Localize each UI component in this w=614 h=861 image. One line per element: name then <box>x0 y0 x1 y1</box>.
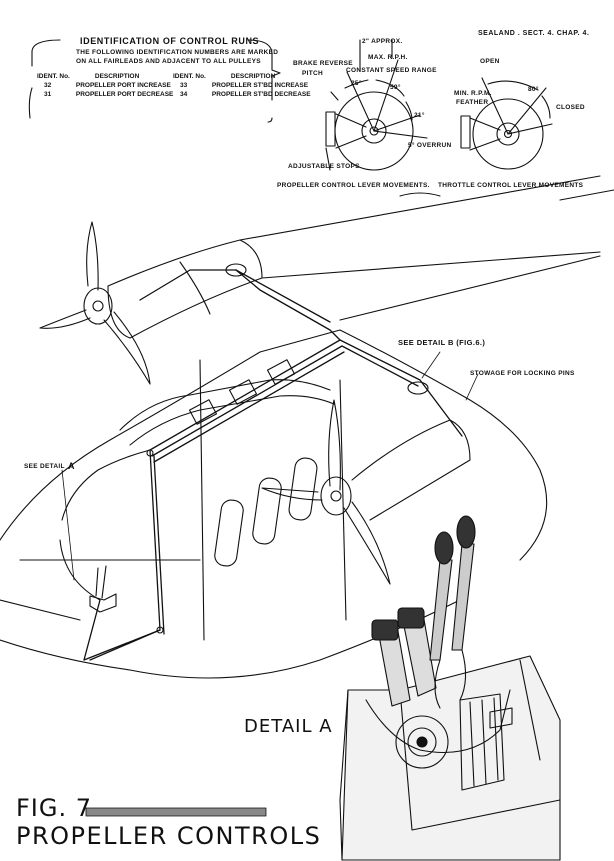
figure-number: FIG. 7 <box>16 794 93 822</box>
label-angle-80: 80° <box>528 86 539 93</box>
figure-title: PROPELLER CONTROLS <box>16 822 322 850</box>
table-row <box>34 81 176 90</box>
label-angle-21: 21° <box>414 112 425 119</box>
propeller-lever-caption: PROPELLER CONTROL LEVER MOVEMENTS. <box>277 182 430 189</box>
leader-lines <box>62 352 478 580</box>
label-overrun: 5° OVERRUN <box>408 142 452 149</box>
table-row <box>170 81 314 90</box>
control-runs <box>84 270 462 660</box>
col-description-header: DESCRIPTION <box>94 73 140 80</box>
label-max-rpm: MAX. R.P.H. <box>368 54 408 61</box>
identification-title: IDENTIFICATION OF CONTROL RUNS <box>80 36 260 46</box>
detail-a-title: DETAIL A <box>244 716 333 737</box>
figure-rule <box>86 808 266 816</box>
ident-description: PROPELLER PORT INCREASE <box>75 82 171 89</box>
ident-description: PROPELLER PORT DECREASE <box>75 91 174 98</box>
ident-description: PROPELLER ST'BD DECREASE <box>211 91 311 98</box>
wing <box>240 176 614 320</box>
identification-table-left <box>34 72 176 99</box>
ident-number: 34 <box>180 91 188 98</box>
callout-see-detail-b: SEE DETAIL B (FIG.6.) <box>398 338 486 347</box>
ident-description: PROPELLER ST'BD INCREASE <box>211 82 309 89</box>
ident-number: 31 <box>44 91 52 98</box>
table-row <box>170 90 314 99</box>
label-constant-speed-range: CONSTANT SPEED RANGE <box>346 67 437 74</box>
fuselage-windows <box>214 457 319 567</box>
callout-see-detail-a: SEE DETAIL <box>24 463 65 470</box>
ident-number: 33 <box>180 82 188 89</box>
identification-note-line1: THE FOLLOWING IDENTIFICATION NUMBERS ARE MARKED <box>76 49 279 56</box>
identification-table-header <box>170 72 314 81</box>
label-feather: FEATHER <box>456 99 489 106</box>
document-reference: SEALAND . SECT. 4. CHAP. 4. <box>478 30 590 37</box>
ident-number: 32 <box>44 82 52 89</box>
label-pitch: PITCH <box>302 70 323 77</box>
label-angle-59: 59° <box>390 84 401 91</box>
label-2in-approx: 2" APPROX. <box>362 38 403 45</box>
identification-table-header <box>34 72 176 81</box>
identification-table-right <box>170 72 314 99</box>
label-closed: CLOSED <box>556 104 585 111</box>
identification-note-line2: ON ALL FAIRLEADS AND ADJACENT TO ALL PULLEYS <box>76 58 261 65</box>
port-propeller <box>40 222 262 384</box>
label-open: OPEN <box>480 58 500 65</box>
detail-a-pedestal <box>340 516 560 860</box>
col-description-header: DESCRIPTION <box>230 73 276 80</box>
label-adjustable-stops: ADJUSTABLE STOPS <box>288 163 360 170</box>
label-brake-reverse: BRAKE REVERSE <box>293 60 353 67</box>
col-ident-header: IDENT. No. <box>37 73 70 80</box>
table-row <box>34 90 176 99</box>
col-ident-header: IDENT. No. <box>173 73 206 80</box>
throttle-lever-caption: THROTTLE CONTROL LEVER MOVEMENTS <box>438 182 584 189</box>
pedestal-small <box>90 566 116 612</box>
label-min-rpm: MIN. R.P.M. <box>454 90 492 97</box>
label-angle-25: 25° <box>351 80 362 87</box>
callout-stowage-locking-pins: STOWAGE FOR LOCKING PINS <box>470 370 575 377</box>
callout-detail-a-letter: A <box>68 461 75 471</box>
